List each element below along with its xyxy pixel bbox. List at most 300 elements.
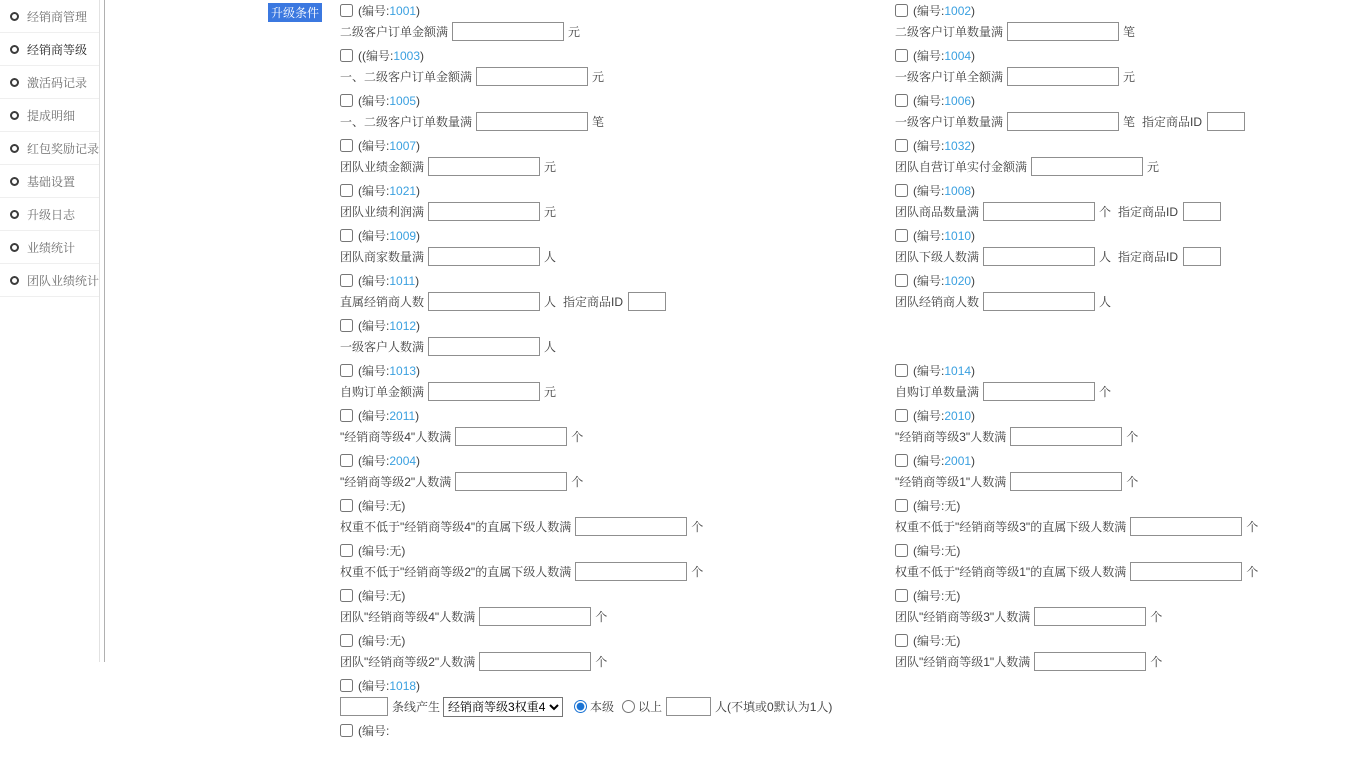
condition-value-input[interactable] bbox=[1031, 157, 1143, 176]
condition-unit: 元 bbox=[544, 205, 557, 219]
condition-label: 二级客户订单数量满 bbox=[895, 25, 1004, 39]
condition-body bbox=[895, 516, 1352, 537]
condition-block bbox=[340, 543, 895, 582]
condition-checkbox[interactable] bbox=[340, 49, 353, 62]
condition-value-input[interactable] bbox=[1130, 562, 1242, 581]
condition-block bbox=[895, 3, 1352, 42]
circle-icon bbox=[10, 276, 19, 285]
condition-id: (编号:无) bbox=[358, 589, 406, 603]
condition-value-input[interactable] bbox=[455, 472, 567, 491]
condition-body bbox=[895, 21, 1352, 42]
condition-block bbox=[340, 138, 895, 177]
condition-header bbox=[340, 48, 895, 63]
condition-value-input[interactable] bbox=[428, 292, 540, 311]
condition-label: 权重不低于"经销商等级2"的直属下级人数满 bbox=[340, 565, 572, 579]
condition-body bbox=[340, 111, 895, 132]
condition-unit: 个 bbox=[1126, 475, 1139, 489]
condition-block bbox=[340, 228, 895, 267]
condition-id-number: 无 bbox=[389, 634, 402, 648]
line-produce-label: 条线产生 bbox=[392, 700, 441, 714]
condition-unit: 个 bbox=[595, 610, 608, 624]
condition-value-input[interactable] bbox=[575, 517, 687, 536]
condition-checkbox[interactable] bbox=[895, 184, 908, 197]
condition-id-number: 1005 bbox=[389, 94, 417, 108]
condition-label: 二级客户订单金额满 bbox=[340, 25, 449, 39]
condition-header bbox=[340, 408, 895, 423]
condition-block bbox=[895, 183, 1352, 222]
condition-label: "经销商等级3"人数满 bbox=[895, 430, 1007, 444]
condition-value-input[interactable] bbox=[1007, 112, 1119, 131]
condition-checkbox[interactable] bbox=[895, 409, 908, 422]
condition-id-number: 无 bbox=[389, 589, 402, 603]
condition-block bbox=[340, 183, 895, 222]
sidebar-item-label: 红包奖励记录 bbox=[27, 141, 100, 156]
condition-body bbox=[340, 246, 895, 267]
sidebar-item-升级日志[interactable] bbox=[0, 198, 99, 231]
circle-icon bbox=[10, 243, 19, 252]
condition-value-input[interactable] bbox=[479, 652, 591, 671]
condition-unit: 个 bbox=[595, 655, 608, 669]
condition-row bbox=[340, 318, 1352, 363]
product-id-label: 指定商品ID bbox=[1118, 250, 1179, 264]
condition-unit: 笔 bbox=[1123, 25, 1136, 39]
condition-id: (编号:1008) bbox=[913, 184, 976, 198]
condition-row bbox=[340, 543, 1352, 588]
condition-checkbox[interactable] bbox=[340, 499, 353, 512]
condition-row bbox=[340, 48, 1352, 93]
condition-header bbox=[895, 93, 1352, 108]
condition-row bbox=[340, 363, 1352, 408]
condition-cell-right bbox=[895, 633, 1352, 678]
condition-checkbox[interactable] bbox=[895, 229, 908, 242]
condition-body bbox=[895, 651, 1352, 672]
condition-body bbox=[340, 516, 895, 537]
condition-label: 一级客户人数满 bbox=[340, 340, 425, 354]
condition-value-input[interactable] bbox=[452, 22, 564, 41]
condition-value-input[interactable] bbox=[428, 382, 540, 401]
condition-id-number: 无 bbox=[944, 634, 957, 648]
condition-body bbox=[895, 471, 1352, 492]
condition-value-input[interactable] bbox=[428, 202, 540, 221]
condition-header bbox=[895, 498, 1352, 513]
circle-icon bbox=[10, 177, 19, 186]
condition-block bbox=[340, 678, 895, 717]
condition-block bbox=[340, 363, 895, 402]
condition-value-input[interactable] bbox=[1007, 67, 1119, 86]
condition-cell-left bbox=[340, 3, 895, 48]
condition-id-number: 1020 bbox=[944, 274, 972, 288]
condition-id-number: 1012 bbox=[389, 319, 417, 333]
condition-block bbox=[895, 633, 1352, 672]
condition-row bbox=[340, 228, 1352, 273]
circle-icon bbox=[10, 78, 19, 87]
condition-id: (编号:1010) bbox=[913, 229, 976, 243]
condition-label: "经销商等级2"人数满 bbox=[340, 475, 452, 489]
section-label: 升级条件 bbox=[268, 3, 322, 22]
condition-unit: 人 bbox=[544, 295, 557, 309]
condition-cell-left bbox=[340, 633, 895, 678]
sidebar-item-红包奖励记录[interactable] bbox=[0, 132, 99, 165]
condition-id-number: 1004 bbox=[944, 49, 972, 63]
condition-value-input[interactable] bbox=[476, 112, 588, 131]
condition-header bbox=[340, 363, 895, 378]
condition-unit: 笔 bbox=[592, 115, 605, 129]
condition-unit: 个 bbox=[1099, 385, 1112, 399]
condition-block bbox=[340, 633, 895, 672]
radio-yishang[interactable] bbox=[622, 700, 635, 713]
condition-cell-left bbox=[340, 678, 895, 723]
condition-checkbox[interactable] bbox=[340, 4, 353, 17]
condition-body bbox=[340, 606, 895, 627]
condition-header bbox=[340, 543, 895, 558]
radio-benji-label: 本级 bbox=[590, 700, 615, 714]
circle-icon bbox=[10, 210, 19, 219]
condition-label: 团队业绩利润满 bbox=[340, 205, 425, 219]
condition-cell-left bbox=[340, 318, 895, 363]
condition-checkbox[interactable] bbox=[895, 589, 908, 602]
condition-row-special bbox=[340, 678, 1352, 723]
content-divider bbox=[104, 0, 105, 662]
condition-id: (编号:无) bbox=[913, 544, 961, 558]
condition-row bbox=[340, 273, 1352, 318]
condition-header bbox=[340, 588, 895, 603]
condition-cell-right bbox=[895, 318, 1352, 363]
condition-row bbox=[340, 633, 1352, 678]
condition-unit: 元 bbox=[592, 70, 605, 84]
condition-cell-left bbox=[340, 48, 895, 93]
condition-cell-right bbox=[895, 228, 1352, 273]
condition-row-partial bbox=[340, 723, 1352, 759]
condition-id: (编号:1021) bbox=[358, 184, 421, 198]
condition-unit: 人 bbox=[1099, 250, 1112, 264]
condition-header bbox=[895, 363, 1352, 378]
product-id-label: 指定商品ID bbox=[1142, 115, 1203, 129]
condition-label: 团队"经销商等级3"人数满 bbox=[895, 610, 1031, 624]
condition-id: (编号:1012) bbox=[358, 319, 421, 333]
condition-checkbox[interactable] bbox=[895, 4, 908, 17]
sidebar-item-label: 团队业绩统计 bbox=[27, 273, 100, 288]
sidebar-item-基础设置[interactable] bbox=[0, 165, 99, 198]
condition-checkbox[interactable] bbox=[340, 589, 353, 602]
condition-label: 一级客户订单数量满 bbox=[895, 115, 1004, 129]
condition-header bbox=[895, 633, 1352, 648]
condition-block bbox=[895, 228, 1352, 267]
condition-label: 团队商品数量满 bbox=[895, 205, 980, 219]
condition-cell-left bbox=[340, 93, 895, 138]
condition-checkbox[interactable] bbox=[340, 229, 353, 242]
sidebar-item-label: 经销商等级 bbox=[27, 42, 88, 57]
condition-id: (编号:无) bbox=[913, 634, 961, 648]
condition-label: 团队经销商人数 bbox=[895, 295, 980, 309]
condition-value-input[interactable] bbox=[1034, 652, 1146, 671]
condition-id: (编号:2010) bbox=[913, 409, 976, 423]
condition-row bbox=[340, 588, 1352, 633]
condition-label: 权重不低于"经销商等级4"的直属下级人数满 bbox=[340, 520, 572, 534]
condition-cell-left bbox=[340, 228, 895, 273]
condition-checkbox[interactable] bbox=[895, 139, 908, 152]
condition-checkbox[interactable] bbox=[340, 454, 353, 467]
condition-header bbox=[340, 498, 895, 513]
condition-id-number: 2010 bbox=[944, 409, 972, 423]
condition-id-number: 无 bbox=[389, 544, 402, 558]
condition-value-input[interactable] bbox=[983, 247, 1095, 266]
condition-block bbox=[895, 543, 1352, 582]
condition-row bbox=[340, 408, 1352, 453]
product-id-input[interactable] bbox=[1207, 112, 1245, 131]
condition-checkbox[interactable] bbox=[895, 499, 908, 512]
condition-unit: 元 bbox=[1123, 70, 1136, 84]
condition-label: "经销商等级1"人数满 bbox=[895, 475, 1007, 489]
condition-value-input[interactable] bbox=[476, 67, 588, 86]
condition-id-number: 1001 bbox=[389, 4, 417, 18]
condition-value-input[interactable] bbox=[1010, 472, 1122, 491]
condition-value-input[interactable] bbox=[428, 247, 540, 266]
condition-cell-left bbox=[340, 363, 895, 408]
condition-unit: 个 bbox=[1246, 565, 1259, 579]
condition-cell-left bbox=[340, 273, 895, 318]
condition-id-number: 无 bbox=[944, 589, 957, 603]
sidebar-item-经销商管理[interactable] bbox=[0, 0, 99, 33]
condition-cell-left bbox=[340, 498, 895, 543]
condition-id-number: 2011 bbox=[389, 409, 416, 423]
radio-benji[interactable] bbox=[574, 700, 587, 713]
condition-cell-right bbox=[895, 273, 1352, 318]
condition-block bbox=[340, 318, 895, 357]
product-id-label: 指定商品ID bbox=[1118, 205, 1179, 219]
condition-cell-left bbox=[340, 453, 895, 498]
condition-unit: 元 bbox=[568, 25, 581, 39]
condition-id-number: 1032 bbox=[944, 139, 972, 153]
condition-unit: 个 bbox=[571, 475, 584, 489]
condition-checkbox[interactable] bbox=[895, 544, 908, 557]
condition-checkbox[interactable] bbox=[895, 94, 908, 107]
condition-block bbox=[895, 138, 1352, 177]
product-id-input[interactable] bbox=[628, 292, 666, 311]
condition-body bbox=[895, 381, 1352, 402]
condition-id: (编号: bbox=[358, 724, 390, 738]
condition-header bbox=[340, 723, 895, 738]
radio-yishang-label: 以上 bbox=[638, 700, 663, 714]
condition-id-number: 1007 bbox=[389, 139, 417, 153]
condition-header bbox=[895, 543, 1352, 558]
condition-checkbox[interactable] bbox=[895, 364, 908, 377]
condition-label: 团队商家数量满 bbox=[340, 250, 425, 264]
condition-body bbox=[340, 201, 895, 222]
condition-body bbox=[340, 156, 895, 177]
condition-unit: 个 bbox=[1150, 610, 1163, 624]
condition-value-input[interactable] bbox=[983, 382, 1095, 401]
condition-id: (编号:1014) bbox=[913, 364, 976, 378]
condition-id: (编号:无) bbox=[913, 589, 961, 603]
condition-id: (编号:1005) bbox=[358, 94, 421, 108]
condition-id: (编号:无) bbox=[358, 544, 406, 558]
sidebar-item-经销商等级[interactable] bbox=[0, 33, 99, 66]
condition-body bbox=[895, 201, 1352, 222]
condition-checkbox[interactable] bbox=[340, 319, 353, 332]
condition-value-input[interactable] bbox=[428, 157, 540, 176]
condition-label: 团队"经销商等级1"人数满 bbox=[895, 655, 1031, 669]
condition-value-input[interactable] bbox=[428, 337, 540, 356]
sidebar-item-label: 经销商管理 bbox=[27, 9, 88, 24]
condition-checkbox[interactable] bbox=[340, 139, 353, 152]
condition-id-number: 1018 bbox=[389, 679, 417, 693]
condition-cell-right bbox=[895, 498, 1352, 543]
condition-checkbox[interactable] bbox=[340, 94, 353, 107]
condition-label: 团队自营订单实付金额满 bbox=[895, 160, 1028, 174]
line-source-select[interactable] bbox=[443, 697, 563, 717]
condition-block bbox=[340, 498, 895, 537]
sidebar-item-激活码记录[interactable] bbox=[0, 66, 99, 99]
sidebar-item-业绩统计[interactable] bbox=[0, 231, 99, 264]
condition-id: (编号:1013) bbox=[358, 364, 421, 378]
condition-value-input[interactable] bbox=[983, 202, 1095, 221]
condition-block bbox=[340, 273, 895, 312]
condition-label: 团队业绩金额满 bbox=[340, 160, 425, 174]
people-count-input[interactable] bbox=[666, 697, 711, 716]
condition-unit: 元 bbox=[1147, 160, 1160, 174]
condition-label: "经销商等级4"人数满 bbox=[340, 430, 452, 444]
condition-id-number: 1010 bbox=[944, 229, 972, 243]
condition-label: 自购订单金额满 bbox=[340, 385, 425, 399]
condition-checkbox[interactable] bbox=[895, 454, 908, 467]
sidebar-item-团队业绩统计[interactable] bbox=[0, 264, 99, 297]
condition-value-input[interactable] bbox=[479, 607, 591, 626]
condition-cell-right bbox=[895, 138, 1352, 183]
condition-body bbox=[895, 156, 1352, 177]
condition-body bbox=[895, 66, 1352, 87]
condition-id: (编号:无) bbox=[358, 499, 406, 513]
condition-label: 一级客户订单全额满 bbox=[895, 70, 1004, 84]
condition-id-number: 1006 bbox=[944, 94, 972, 108]
condition-unit: 笔 bbox=[1123, 115, 1136, 129]
condition-value-input[interactable] bbox=[1007, 22, 1119, 41]
condition-value-input[interactable] bbox=[575, 562, 687, 581]
condition-block bbox=[895, 273, 1352, 312]
condition-checkbox[interactable] bbox=[895, 634, 908, 647]
sidebar-item-提成明细[interactable] bbox=[0, 99, 99, 132]
condition-checkbox[interactable] bbox=[340, 679, 353, 692]
condition-body bbox=[340, 21, 895, 42]
condition-checkbox[interactable] bbox=[340, 184, 353, 197]
condition-cell-right bbox=[895, 543, 1352, 588]
condition-block bbox=[895, 453, 1352, 492]
condition-header bbox=[340, 228, 895, 243]
condition-cell-left bbox=[340, 408, 895, 453]
condition-checkbox[interactable] bbox=[340, 724, 353, 737]
condition-header bbox=[340, 138, 895, 153]
condition-block bbox=[340, 453, 895, 492]
condition-id: (编号:1001) bbox=[358, 4, 421, 18]
sidebar-item-label: 升级日志 bbox=[27, 207, 76, 222]
condition-id: (编号:2004) bbox=[358, 454, 421, 468]
condition-label: 一、二级客户订单数量满 bbox=[340, 115, 473, 129]
condition-checkbox[interactable] bbox=[340, 634, 353, 647]
condition-block bbox=[895, 498, 1352, 537]
condition-id-number: 1002 bbox=[944, 4, 972, 18]
condition-cell-right bbox=[895, 408, 1352, 453]
condition-header bbox=[895, 408, 1352, 423]
circle-icon bbox=[10, 111, 19, 120]
condition-id-number: 无 bbox=[944, 499, 957, 513]
condition-id: (编号:1032) bbox=[913, 139, 976, 153]
condition-id-number: 1003 bbox=[393, 49, 421, 63]
condition-body bbox=[895, 291, 1352, 312]
condition-unit: 人 bbox=[544, 250, 557, 264]
condition-body bbox=[340, 471, 895, 492]
condition-checkbox[interactable] bbox=[340, 544, 353, 557]
condition-body bbox=[895, 561, 1352, 582]
condition-header bbox=[895, 183, 1352, 198]
condition-row bbox=[340, 183, 1352, 228]
condition-value-input[interactable] bbox=[1010, 427, 1122, 446]
product-id-input[interactable] bbox=[1183, 202, 1221, 221]
condition-id-number: 无 bbox=[389, 499, 402, 513]
condition-id: (编号:1020) bbox=[913, 274, 976, 288]
condition-header bbox=[895, 228, 1352, 243]
condition-block bbox=[895, 408, 1352, 447]
condition-body bbox=[340, 651, 895, 672]
condition-value-input[interactable] bbox=[1034, 607, 1146, 626]
condition-header bbox=[340, 633, 895, 648]
condition-header bbox=[895, 588, 1352, 603]
condition-value-input[interactable] bbox=[455, 427, 567, 446]
condition-unit: 个 bbox=[1246, 520, 1259, 534]
condition-checkbox[interactable] bbox=[340, 274, 353, 287]
condition-cell-left bbox=[340, 723, 895, 759]
condition-cell-left bbox=[340, 543, 895, 588]
condition-checkbox[interactable] bbox=[895, 274, 908, 287]
product-id-label: 指定商品ID bbox=[563, 295, 624, 309]
condition-id: (编号:2001) bbox=[913, 454, 976, 468]
condition-id: (编号:无) bbox=[358, 634, 406, 648]
line-count-input[interactable] bbox=[340, 697, 388, 716]
condition-cell-right bbox=[895, 3, 1352, 48]
condition-body bbox=[340, 426, 895, 447]
condition-header bbox=[895, 273, 1352, 288]
condition-id: (编号:1004) bbox=[913, 49, 976, 63]
condition-label: 权重不低于"经销商等级3"的直属下级人数满 bbox=[895, 520, 1127, 534]
condition-checkbox[interactable] bbox=[340, 364, 353, 377]
condition-cell-right bbox=[895, 48, 1352, 93]
condition-id-number: 1013 bbox=[389, 364, 417, 378]
condition-block bbox=[340, 588, 895, 627]
condition-value-input[interactable] bbox=[1130, 517, 1242, 536]
condition-body bbox=[340, 381, 895, 402]
condition-id: (编号:1002) bbox=[913, 4, 976, 18]
condition-value-input[interactable] bbox=[983, 292, 1095, 311]
condition-block bbox=[340, 93, 895, 132]
condition-unit: 人 bbox=[544, 340, 557, 354]
product-id-input[interactable] bbox=[1183, 247, 1221, 266]
sidebar-item-label: 提成明细 bbox=[27, 108, 76, 123]
condition-id: (编号:1009) bbox=[358, 229, 421, 243]
condition-header bbox=[340, 453, 895, 468]
condition-header bbox=[340, 183, 895, 198]
condition-body bbox=[340, 66, 895, 87]
condition-id: ((编号:1003) bbox=[358, 49, 425, 63]
condition-checkbox[interactable] bbox=[895, 49, 908, 62]
condition-row bbox=[340, 93, 1352, 138]
condition-checkbox[interactable] bbox=[340, 409, 353, 422]
condition-unit: 个 bbox=[691, 520, 704, 534]
condition-body bbox=[895, 426, 1352, 447]
condition-id: (编号:1007) bbox=[358, 139, 421, 153]
circle-icon bbox=[10, 45, 19, 54]
tail-note: 人(不填或0默认为1人) bbox=[715, 700, 833, 714]
condition-block bbox=[340, 3, 895, 42]
condition-id: (编号:1011) bbox=[358, 274, 420, 288]
condition-row bbox=[340, 453, 1352, 498]
